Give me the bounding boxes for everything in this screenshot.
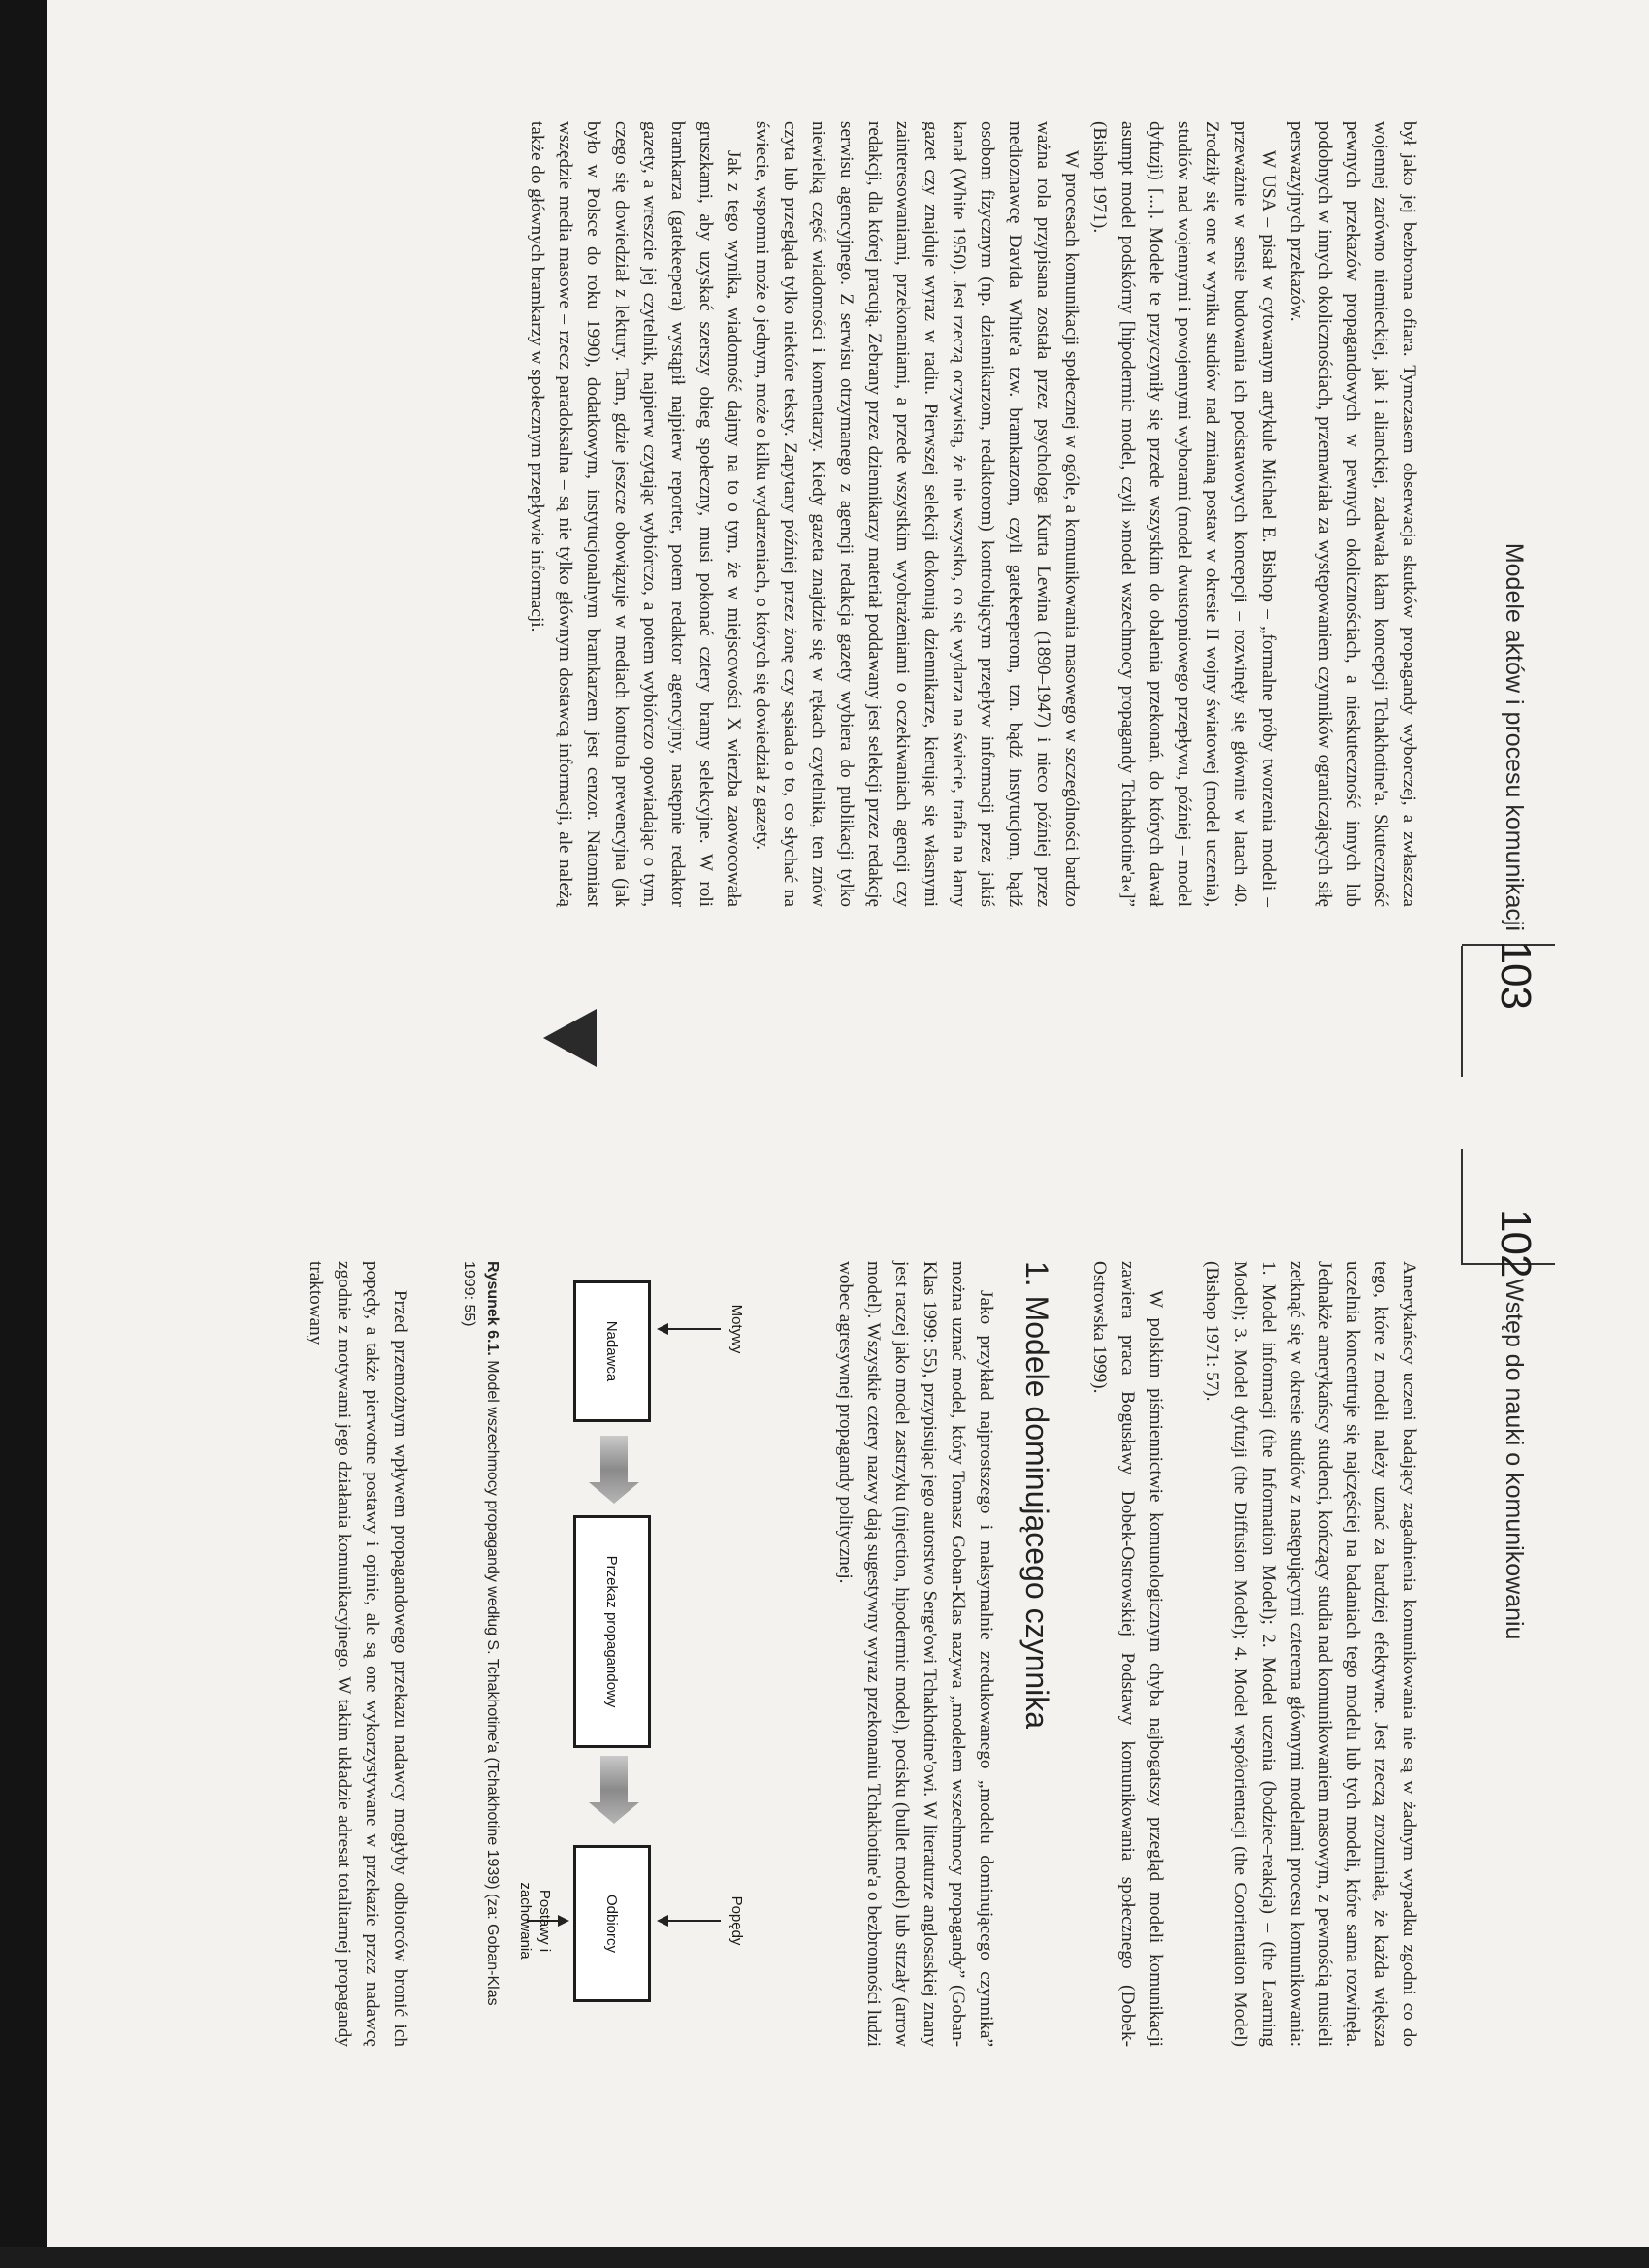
label-attitudes: Postawy i zachowania [517, 1882, 553, 1960]
header-rule [1461, 1149, 1463, 1265]
figure-caption [457, 1261, 503, 2047]
figure-propaganda-model [509, 1261, 818, 2047]
paragraph: W USA – pisał w cytowanym artykule Michael E. Bishop – „formalne próby tworzenia modeli – przeważnie w sensie budowania ich podstawowych koncepcji – rozwinęły się głównie w latach 40. Zrodziły się one w wyniku studiów nad zmianą postaw w okresie II wojny światowej (model uczenia), studiów nad wojennymi i powojennymi wyborami (model dwustopniowego przepływu, później – model dyfuzji) [...]. Modele te przyczyniły się przede wszystkim do obalenia przekonań, do których dawał asumpt model podskórny [hipodermic model, czyli »model wszechmocy propagandy Tchakhotine'a«]” (Bishop 1971). [1089, 121, 1278, 907]
caption-label: Rysunek 6.1. [484, 1261, 501, 1356]
label-motives: Motywy [728, 1304, 745, 1354]
paragraph: Jako przykład najprostszego i maksymalnie zredukowanego „modelu dominującego czynnika” można uznać model, który Tomasz Goban-Klas nazywa „modelem wszechmocy propagandy” (Goban-Klas 1999: 55), przypisując jego autorstwo Serge'owi Tchakhotine'owi. W literaturze anglosaskiej znany jest raczej jako model zastrzyku (injection, hipodermic model), pocisku (bullet model) lub strzały (arrow model). Wszystkie cztery nazwy dają sugestywny wyraz przekonaniu Tchakhotine'a o bezbronności ludzi wobec agresywnej propagandy politycznej. [835, 1261, 996, 2047]
paragraph: był jako jej bezbronna ofiara. Tymczasem obserwacja skutków propagandy wyborczej, a zwłaszcza wojennej zarówno niemieckiej, jak i alianckiej, zadawała kłam koncepcji Tchakhotine'a. Skuteczność pewnych przekazów propagandowych w pewnych okolicznościach, a nieskuteczność innych lub podobnych w innych okolicznościach, przemawiała za występowaniem czynników ograniczających siłę perswazyjnych przekazów. [1286, 121, 1419, 907]
book-spine [0, 0, 47, 2268]
page-corner-mark [543, 1009, 597, 1067]
paragraph: W polskim piśmiennictwie komunologicznym chyba najbogatszy przegląd modeli komunikacji zawiera praca Bogusławy Dobek-Ostrowskiej Podstawy komunikowania społecznego (Dobek-Ostrowska 1999). [1089, 1261, 1166, 2047]
arrow-right-icon [589, 1436, 639, 1504]
box-sender: Nadawca [573, 1280, 651, 1422]
page-body [302, 1261, 1423, 2047]
section-heading: 1. Modele dominującego czynnika [1019, 1261, 1054, 1730]
figure-arrows [509, 1261, 818, 2047]
arrow-down-icon [657, 1915, 721, 1927]
paragraph: Przed przemożnym wpływem propagandowego przekazu nadawcy mogłyby odbiorców bronić ich popędy, a także pierwotne postawy i opinie, ale są one wykorzystywane w przekazie przez nadawcę zgodnie z motywami jego działania komunikacyjnego. W takim układzie adresat totalitarnej propagandy traktowany [306, 1261, 410, 2047]
scanner-edge [0, 2247, 1649, 2268]
arrow-right-icon [589, 1756, 639, 1824]
label-drives: Popędy [728, 1895, 745, 1946]
caption-text: Model wszechmocy propagandy według S. Tchakhotine'a (Tchakhotine 1939) (za: Goban-Klas 1999: 55) [461, 1261, 501, 2006]
page-number: 102 [1492, 1209, 1539, 1278]
page-header [1431, 29, 1576, 1077]
page-number: 103 [1492, 940, 1539, 1009]
arrow-down-icon [657, 1323, 721, 1335]
page-body [523, 121, 1423, 907]
running-title: Modele aktów i procesu komunikacji [1501, 542, 1528, 931]
page-header [1431, 1116, 1576, 2163]
running-title: Wstęp do nauki o komunikowaniu [1501, 1279, 1528, 1640]
paragraph: Jak z tego wynika, wiadomość dajmy na to o tym, że w miejscowości X wierzba zaowocowała gruszkami, aby uzyskać szerszy obieg społeczny, musi pokonać cztery bramy selekcyjne. W roli bramkarza (gatekeepera) wystąpił najpierw reporter, potem redaktor agencyjny, następnie redaktor gazety, a wreszcie jej czytelnik, najpierw czytając wybiórczo, a potem wybiórczo opowiadając o tym, czego się dowiedział z lektury. Tam, gdzie jeszcze obowiązuje w mediach kontrola prewencyjna (jak było w Polsce do roku 1990), dodatkowym, instytucjonalnym bramkarzem jest cenzor. Natomiast wszędzie media masowe – rzecz paradoksalna – są nie tylko głównym dostawcą informacji, ale należą także do głównych bramkarzy w społecznym przepływie informacji. [527, 121, 744, 907]
page-102 [92, 1116, 1576, 2163]
paragraph: Amerykańscy uczeni badający zagadnienia komunikowania nie są w żadnym wypadku zgodni co do tego, które z modeli należy uznać za bardziej efektywne. Jest rzeczą zrozumiałą, że każda większa uczelnia koncentruje się najczęściej na badaniach tego modelu lub tych modeli, które sama rozwinęła. Jednakże amerykańscy studenci, kończący studia nad komunikowaniem masowym, z pewnością musieli zetknąć się w okresie studiów z następującymi czterema głównymi modelami procesu komunikowania: 1. Model informacji (the Information Model); 2. Model uczenia (bodziec–reakcja) – (the Learning Model); 3. Model dyfuzji (the Diffusion Model); 4. Model współorientacji (the Coorientation Model) (Bishop 1971: 57). [1202, 1261, 1419, 2047]
box-receivers: Odbiorcy [573, 1845, 651, 2002]
page-103 [92, 29, 1576, 1077]
paragraph: W procesach komunikacji społecznej w ogóle, a komunikowania masowego w szczególności bardzo ważna rola przypisana została przez psychologa Kurta Lewina (1890–1947) i nieco później przez medioznawcę Davida White'a tzw. bramkarzom, czyli gatekeeperom, tzn. bądź instytucjom, bądź osobom fizycznym (np. dziennikarzom, redaktorom) kontrolującym przepływ informacji przez jakiś kanał (White 1950). Jest rzeczą oczywistą, że nie wszystko, co się wydarza na świecie, trafia na łamy gazet czy znajduje wyraz w radiu. Pierwszej selekcji dokonują dziennikarze, kierując się własnymi zainteresowaniami, przekonaniami, a przede wszystkim wyobrażeniami o oczekiwaniach agencji czy redakcji, dla której pracują. Zebrany przez dziennikarzy materiał poddawany jest selekcji przez redakcję serwisu agencyjnego. Z serwisu otrzymanego z agencji redakcja gazety wybiera do publikacji tylko niewielką część wiadomości i komentarzy. Kiedy gazeta znajdzie się w rękach czytelnika, ten znów czyta lub przegląda tylko niektóre teksty. Zapytany później przez żonę czy sąsiada o to, co słychać na świecie, wspomni może o jednym, może o kilku wydarzeniach, o których się dowiedział z gazety. [752, 121, 1082, 907]
box-message: Przekaz propagandowy [573, 1515, 651, 1748]
header-rule [1461, 946, 1463, 1077]
